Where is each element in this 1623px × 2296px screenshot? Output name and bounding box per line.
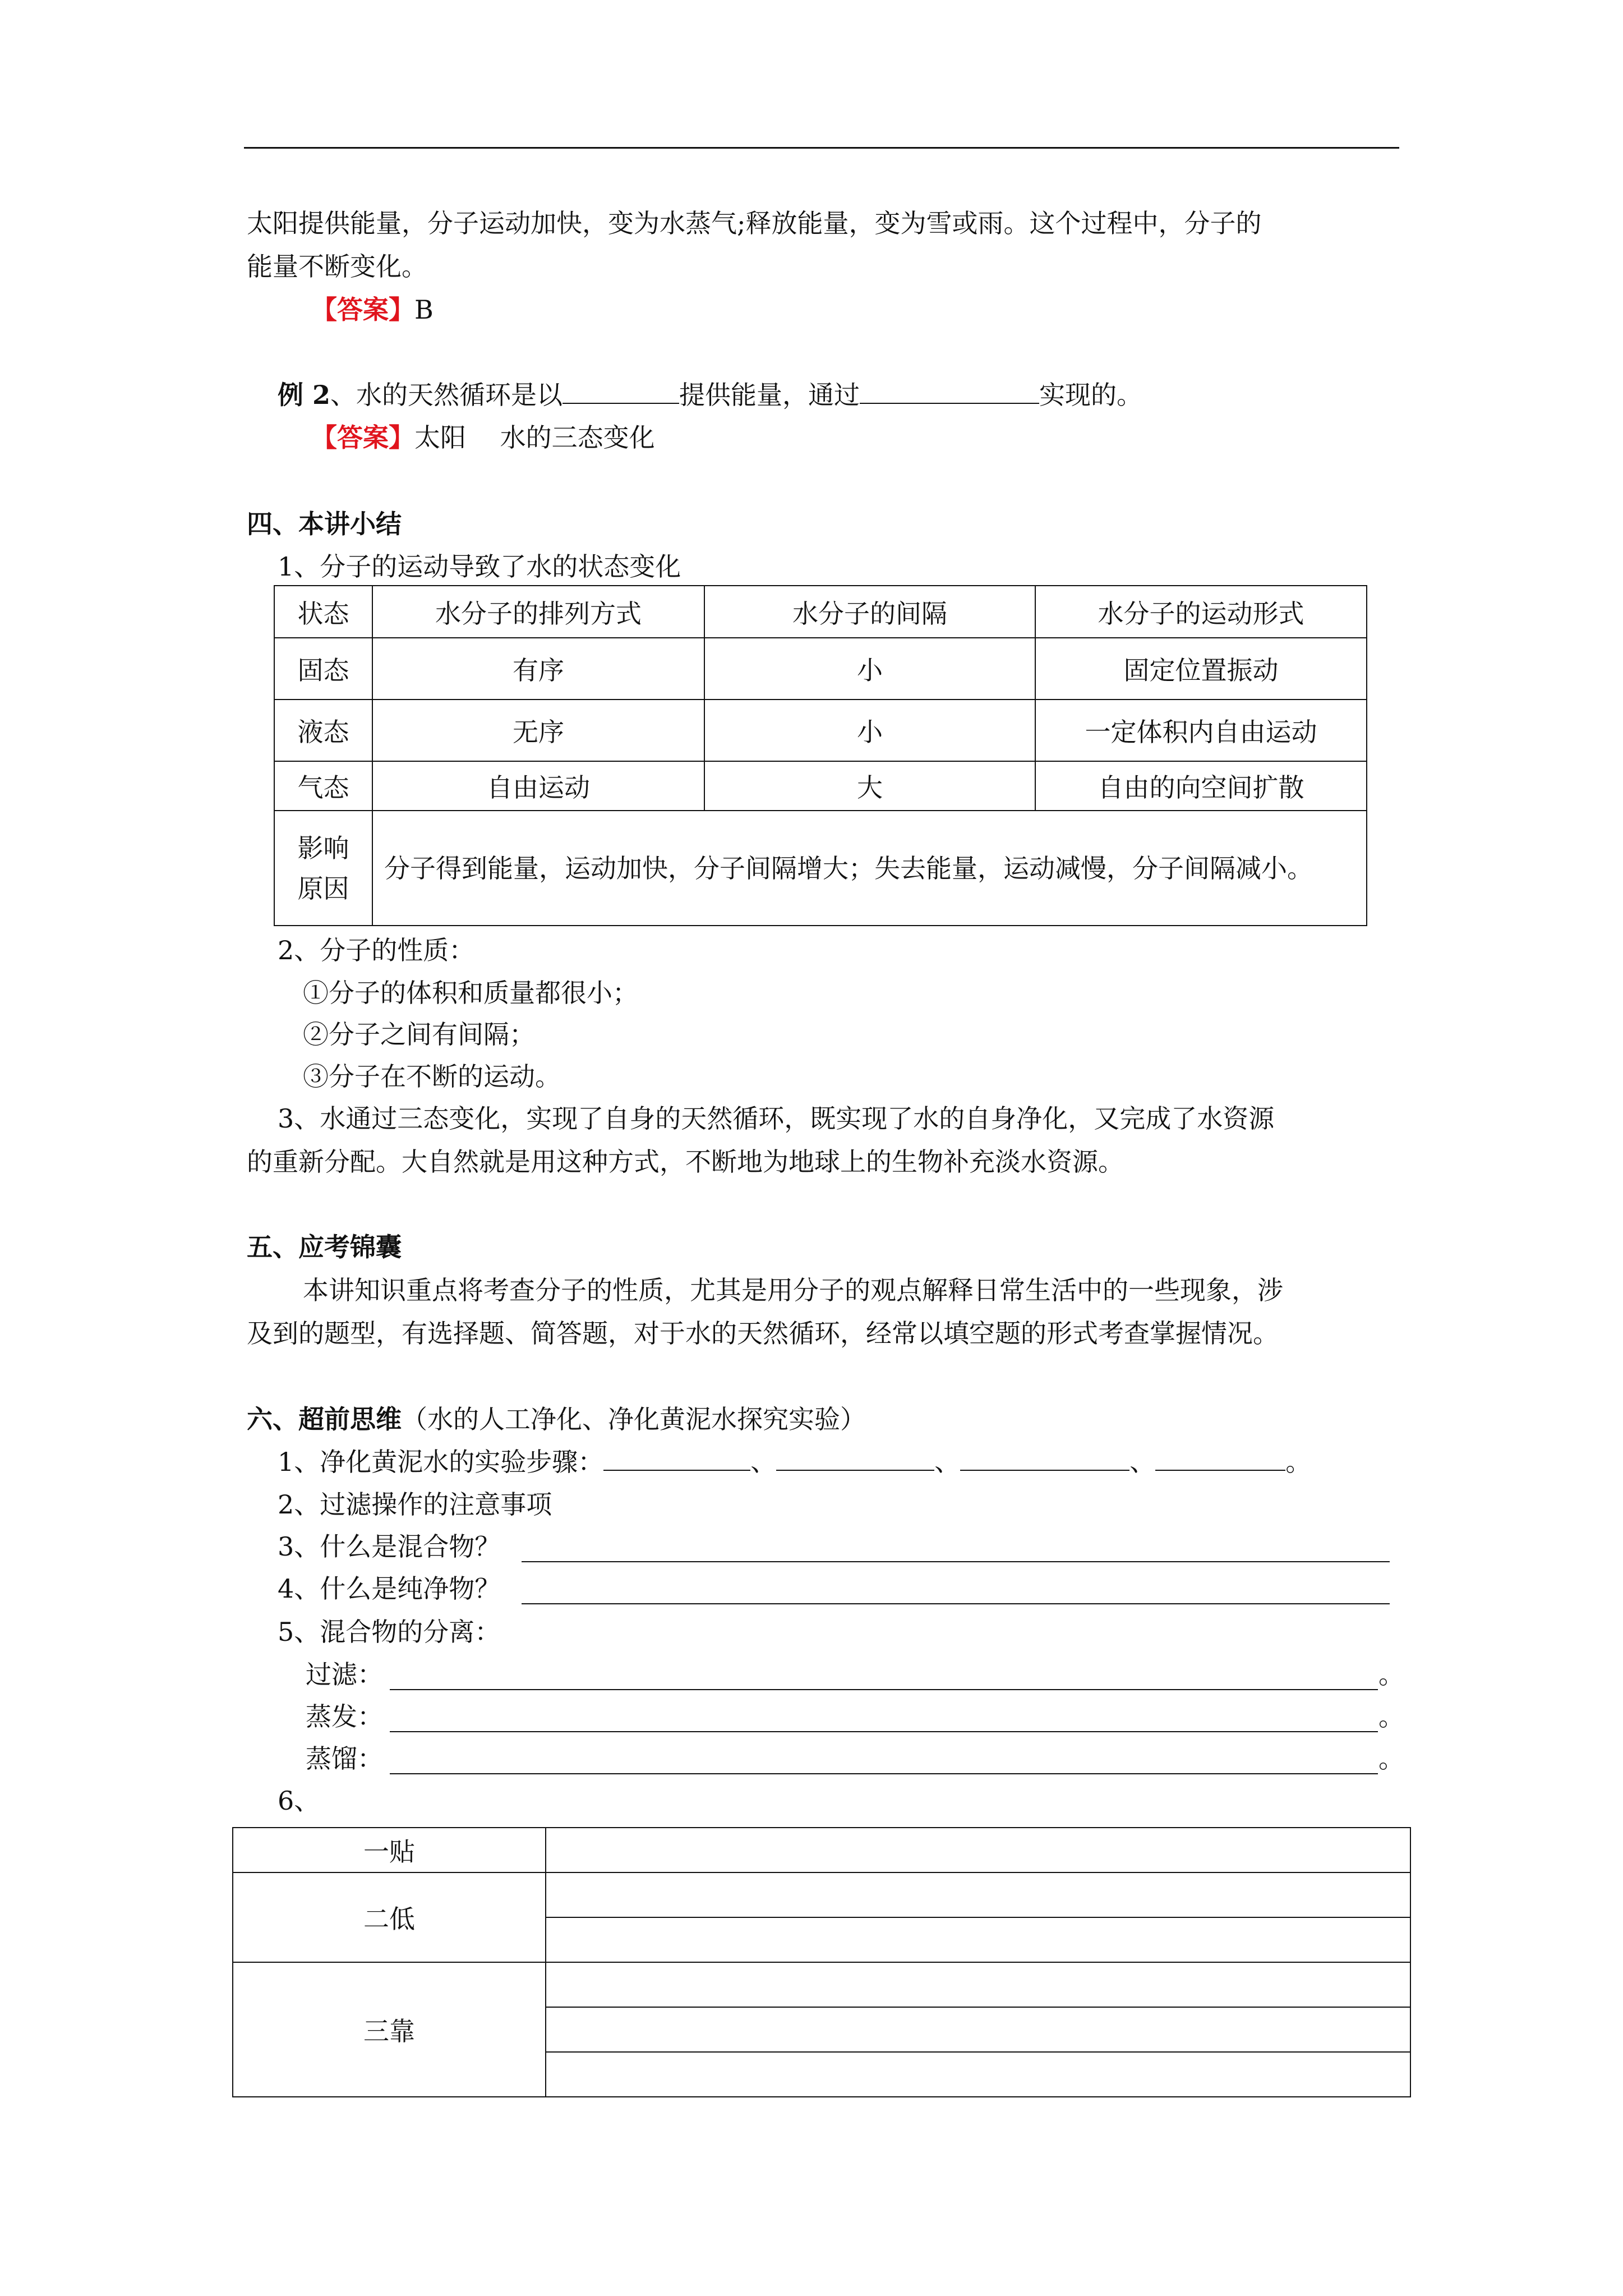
answer-line[interactable] xyxy=(390,1731,1378,1732)
intro-line-1: 太阳提供能量，分子运动加快，变为水蒸气;释放能量，变为雪或雨。这个过程中，分子的 xyxy=(247,208,1262,238)
question-1-text: 1、净化黄泥水的实验步骤： xyxy=(278,1447,604,1477)
question-3: 3、什么是混合物？ xyxy=(278,1531,501,1562)
question-5: 5、混合物的分离： xyxy=(278,1617,501,1647)
table-answer-cell[interactable] xyxy=(546,1872,1410,1917)
table-cell: 自由运动 xyxy=(372,761,704,811)
table-answer-cell[interactable] xyxy=(546,2007,1410,2052)
separation-label: 蒸馏： xyxy=(306,1743,383,1774)
section-heading: 五、应考锦囊 xyxy=(247,1232,402,1262)
period: 。 xyxy=(1378,1659,1404,1690)
period: 。 xyxy=(1285,1447,1312,1477)
separation-label: 蒸发： xyxy=(306,1701,383,1732)
state-table xyxy=(274,585,1367,926)
table-header: 状态 xyxy=(274,586,372,638)
table-label: 二低 xyxy=(233,1872,546,1962)
table-row xyxy=(274,761,1367,811)
fill-blank[interactable] xyxy=(603,1445,750,1471)
table-cell: 液态 xyxy=(274,700,372,761)
question-4: 4、什么是纯净物？ xyxy=(278,1573,501,1604)
answer-2 xyxy=(311,421,655,454)
factor-text: 分子得到能量，运动加快，分子间隔增大；失去能量，运动减慢，分子间隔减小。 xyxy=(372,811,1367,926)
tips-line-1: 本讲知识重点将考查分子的性质，尤其是用分子的观点解释日常生活中的一些现象，涉 xyxy=(303,1275,1283,1305)
period: 。 xyxy=(1378,1701,1404,1732)
table-label: 一贴 xyxy=(233,1828,546,1872)
fill-blank[interactable] xyxy=(776,1445,934,1471)
factor-label-1: 影响 xyxy=(297,832,349,863)
table-cell: 无序 xyxy=(372,700,704,761)
table-answer-cell[interactable] xyxy=(546,2052,1410,2097)
table-cell: 固态 xyxy=(274,638,372,700)
table-row xyxy=(233,1828,1410,1872)
table-cell: 气态 xyxy=(274,761,372,811)
separation-label: 过滤： xyxy=(306,1659,383,1690)
table-row xyxy=(233,1962,1410,2007)
filtration-table xyxy=(232,1827,1411,2097)
section-heading-note: （水的人工净化、净化黄泥水探究实验） xyxy=(402,1404,866,1434)
summary-item-3-line-1: 3、水通过三态变化，实现了自身的天然循环，既实现了水的自身净化，又完成了水资源 xyxy=(278,1103,1275,1134)
intro-line-2: 能量不断变化。 xyxy=(247,251,427,282)
table-header: 水分子的排列方式 xyxy=(372,586,704,638)
example-2 xyxy=(278,378,1142,412)
question-1 xyxy=(278,1445,1311,1479)
table-row-factor xyxy=(274,811,1367,926)
table-label: 三靠 xyxy=(233,1962,546,2097)
answer-1 xyxy=(311,293,434,326)
example-text-b: 提供能量，通过 xyxy=(679,380,860,410)
tips-line-2: 及到的题型，有选择题、简答题，对于水的天然循环，经常以填空题的形式考查掌握情况。 xyxy=(247,1318,1279,1349)
question-2: 2、过滤操作的注意事项 xyxy=(278,1489,552,1520)
table-header: 水分子的运动形式 xyxy=(1035,586,1367,638)
question-6: 6、 xyxy=(278,1786,320,1816)
table-header-row xyxy=(274,586,1367,638)
table-cell: 小 xyxy=(704,638,1035,700)
section-heading: 四、本讲小结 xyxy=(247,509,402,539)
table-answer-cell[interactable] xyxy=(546,1962,1410,2007)
table-cell: 小 xyxy=(704,700,1035,761)
table-answer-cell[interactable] xyxy=(546,1828,1410,1872)
fill-blank[interactable] xyxy=(1155,1445,1285,1471)
table-row xyxy=(274,700,1367,761)
separator: 、 xyxy=(750,1447,777,1477)
separator: 、 xyxy=(1129,1447,1156,1477)
answer-line[interactable] xyxy=(522,1561,1390,1562)
separator: 、 xyxy=(934,1447,961,1477)
factor-label xyxy=(274,811,372,926)
answer-line[interactable] xyxy=(522,1603,1390,1604)
header-rule xyxy=(244,147,1399,149)
property-item: ①分子的体积和质量都很小； xyxy=(303,978,638,1008)
answer-value: 太阳 水的三态变化 xyxy=(414,422,655,453)
answer-label: 【答案】 xyxy=(311,295,414,325)
section-heading-6 xyxy=(247,1402,866,1436)
table-cell: 一定体积内自由运动 xyxy=(1035,700,1367,761)
table-cell: 自由的向空间扩散 xyxy=(1035,761,1367,811)
example-text-a: 、水的天然循环是以 xyxy=(330,380,563,410)
property-item: ③分子在不断的运动。 xyxy=(303,1061,561,1092)
fill-blank[interactable] xyxy=(960,1445,1129,1471)
answer-label: 【答案】 xyxy=(311,422,414,453)
answer-line[interactable] xyxy=(390,1689,1378,1690)
fill-blank[interactable] xyxy=(562,378,679,404)
table-header: 水分子的间隔 xyxy=(704,586,1035,638)
answer-line[interactable] xyxy=(390,1773,1378,1774)
table-cell: 固定位置振动 xyxy=(1035,638,1367,700)
table-answer-cell[interactable] xyxy=(546,1917,1410,1962)
section-heading: 六、超前思维 xyxy=(247,1404,402,1434)
factor-label-2: 原因 xyxy=(297,873,349,904)
example-text-c: 实现的。 xyxy=(1039,380,1143,410)
table-cell: 大 xyxy=(704,761,1035,811)
period: 。 xyxy=(1378,1743,1404,1774)
fill-blank[interactable] xyxy=(860,378,1039,404)
table-row xyxy=(274,638,1367,700)
answer-value: B xyxy=(414,295,434,325)
example-label: 例 2 xyxy=(278,380,331,410)
summary-item-1: 1、分子的运动导致了水的状态变化 xyxy=(278,551,681,582)
table-cell: 有序 xyxy=(372,638,704,700)
summary-item-3-line-2: 的重新分配。大自然就是用这种方式，不断地为地球上的生物补充淡水资源。 xyxy=(247,1147,1124,1177)
table-row xyxy=(233,1872,1410,1917)
summary-item-2: 2、分子的性质： xyxy=(278,935,475,965)
property-item: ②分子之间有间隔； xyxy=(303,1019,535,1050)
